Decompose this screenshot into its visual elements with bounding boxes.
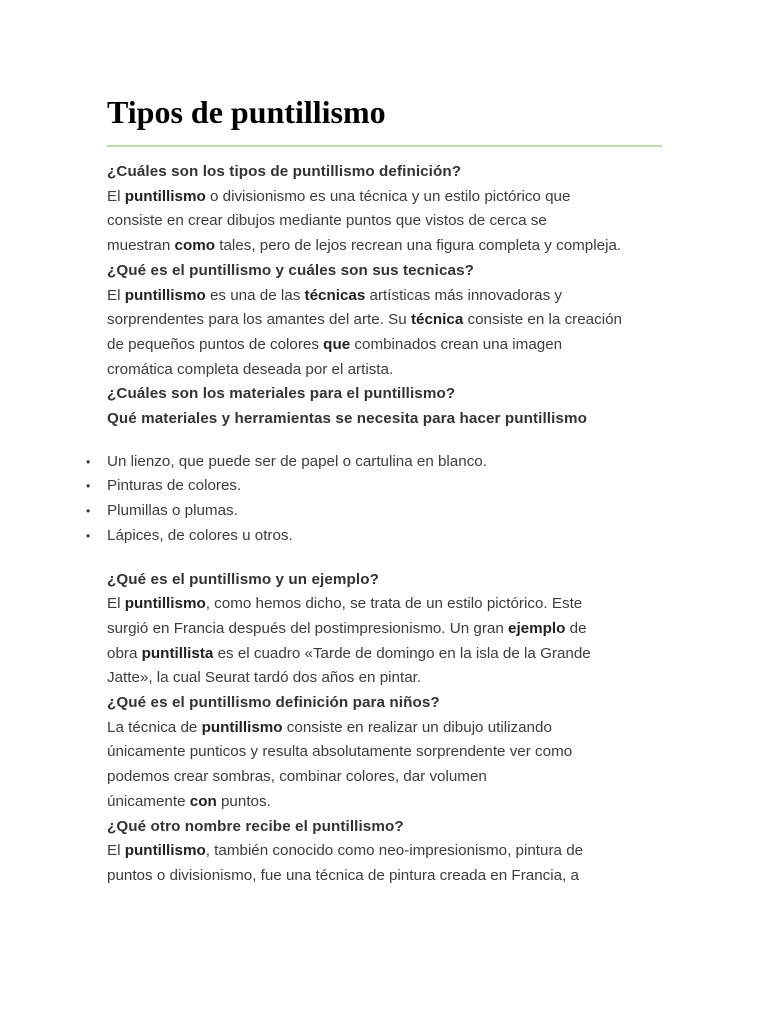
- page-title: Tipos de puntillismo: [107, 94, 386, 130]
- text-run: La técnica de: [107, 718, 202, 736]
- paragraph-line: [107, 209, 667, 234]
- text-run: cromática completa deseada por el artista.: [107, 360, 394, 378]
- paragraph-line: [107, 333, 667, 358]
- bold-term: puntillismo: [124, 187, 206, 205]
- text-run: El: [107, 187, 125, 205]
- sections-after-list: [107, 568, 667, 889]
- text-run: , como hemos dicho, se trata de un estilo pictórico. Este: [205, 595, 583, 613]
- bullet-icon: •: [86, 479, 91, 494]
- text-run: sorprendentes para los amantes del arte. Su: [107, 311, 411, 329]
- text-run: es el cuadro «Tarde de domingo en la isla de la Grande: [213, 644, 591, 662]
- paragraph-line: [107, 284, 667, 309]
- text-run: tales, pero de lejos recrean una figura completa y compleja.: [215, 237, 622, 255]
- text-run: únicamente: [107, 792, 190, 810]
- text-run: obra: [107, 644, 142, 662]
- bold-term: puntillista: [141, 644, 214, 662]
- spacer: [107, 432, 667, 450]
- text-run: El: [107, 286, 125, 304]
- paragraph-line: [107, 592, 667, 617]
- list-item-text: Un lienzo, que puede ser de papel o cartulina en blanco.: [107, 452, 487, 470]
- bold-term: técnicas: [304, 286, 366, 304]
- text-run: El: [107, 595, 125, 613]
- bold-term: ejemplo: [508, 619, 566, 637]
- bold-term: con: [189, 792, 217, 810]
- text-run: consiste en realizar un dibujo utilizando: [282, 718, 552, 736]
- section-question: ¿Qué es el puntillismo y un ejemplo?: [107, 570, 379, 588]
- section-question: Qué materiales y herramientas se necesita para hacer puntillismo: [107, 410, 587, 428]
- text-run: consiste en crear dibujos mediante puntos que vistos de cerca se: [107, 212, 547, 230]
- section-question: ¿Qué otro nombre recibe el puntillismo?: [107, 817, 404, 835]
- text-run: es una de las: [205, 286, 305, 304]
- paragraph-line: [107, 234, 667, 259]
- list-item: [86, 450, 667, 475]
- list-item: [86, 524, 667, 549]
- paragraph-line: [107, 358, 667, 383]
- text-run: de pequeños puntos de colores: [107, 335, 324, 353]
- bullet-icon: •: [86, 504, 91, 519]
- text-run: podemos crear sombras, combinar colores, dar volumen: [107, 768, 487, 786]
- bullet-icon: •: [86, 528, 91, 543]
- text-run: surgió en Francia después del postimpresionismo. Un gran: [107, 619, 508, 637]
- document-body: [86, 160, 667, 889]
- text-run: puntos.: [216, 792, 271, 810]
- paragraph-line: [107, 839, 667, 864]
- paragraph-line: [107, 716, 667, 741]
- paragraph-line: [107, 617, 667, 642]
- list-item-text: Plumillas o plumas.: [107, 502, 238, 520]
- section-question: ¿Qué es el puntillismo y cuáles son sus tecnicas?: [107, 261, 474, 279]
- list-item-text: Lápices, de colores u otros.: [107, 526, 293, 544]
- list-item-text: Pinturas de colores.: [107, 477, 242, 495]
- paragraph-line: [107, 740, 667, 765]
- bold-term: puntillismo: [124, 595, 206, 613]
- paragraph-line: [107, 666, 667, 691]
- text-run: muestran: [107, 237, 175, 255]
- bold-term: puntillismo: [201, 718, 283, 736]
- paragraph-line: [107, 185, 667, 210]
- section-question: ¿Qué es el puntillismo definición para niños?: [107, 694, 440, 712]
- text-run: El: [107, 842, 125, 860]
- text-run: consiste en la creación: [463, 311, 622, 329]
- text-run: de: [565, 619, 587, 637]
- paragraph-line: [107, 790, 667, 815]
- bullet-icon: •: [86, 454, 91, 469]
- text-run: , también conocido como neo-impresionismo, pintura de: [205, 842, 584, 860]
- spacer: [107, 549, 667, 568]
- text-run: Jatte», la cual Seurat tardó dos años en pintar.: [107, 669, 422, 687]
- text-run: o divisionismo es una técnica y un estilo pictórico que: [205, 187, 571, 205]
- materials-list: [86, 450, 667, 549]
- bold-term: como: [174, 237, 216, 255]
- paragraph-line: [107, 765, 667, 790]
- text-run: únicamente punticos y resulta absolutamente sorprendente ver como: [107, 743, 573, 761]
- bold-term: que: [323, 335, 351, 353]
- text-run: artísticas más innovadoras y: [365, 286, 563, 304]
- section-question: ¿Cuáles son los tipos de puntillismo definición?: [107, 163, 462, 180]
- list-item: [86, 474, 667, 499]
- title-divider: [107, 145, 662, 147]
- paragraph-line: [107, 864, 667, 889]
- bold-term: puntillismo: [124, 286, 206, 304]
- sections-before-list: [107, 160, 667, 432]
- paragraph-line: [107, 642, 667, 667]
- section-question: ¿Cuáles son los materiales para el puntillismo?: [107, 385, 456, 403]
- text-run: puntos o divisionismo, fue una técnica de pintura creada en Francia, a: [107, 866, 579, 884]
- list-item: [86, 499, 667, 524]
- text-run: combinados crean una imagen: [350, 335, 563, 353]
- bold-term: técnica: [410, 311, 464, 329]
- paragraph-line: [107, 308, 667, 333]
- bold-term: puntillismo: [124, 842, 206, 860]
